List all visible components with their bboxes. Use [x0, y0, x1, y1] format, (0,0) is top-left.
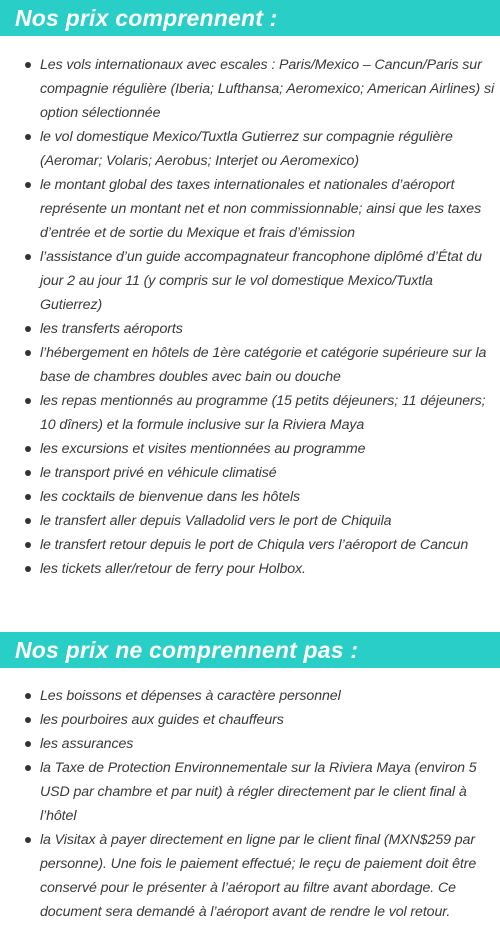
list-item: la Visitax à payer directement en ligne par le client final (MXN$259 par personne). Une fois le paiement effectué; le reçu de paiement doit être conservé pour le présenter à l’aéroport au filtre avant abordage. Ce document sera demandé à l’aéroport avant de rendre le vol retour. — [0, 828, 500, 924]
included-list — [0, 53, 500, 581]
list-item: les cocktails de bienvenue dans les hôtels — [0, 485, 500, 509]
list-item: les tickets aller/retour de ferry pour Holbox. — [0, 557, 500, 581]
list-item: les pourboires aux guides et chauffeurs — [0, 708, 500, 732]
list-item: la Taxe de Protection Environnementale sur la Riviera Maya (environ 5 USD par chambre et par nuit) à régler directement par le client final à l’hôtel — [0, 756, 500, 828]
list-item: le transport privé en véhicule climatisé — [0, 461, 500, 485]
included-section-title: Nos prix comprennent : — [0, 0, 500, 36]
excluded-list — [0, 684, 500, 924]
list-item: les transferts aéroports — [0, 317, 500, 341]
list-item: les assurances — [0, 732, 500, 756]
list-item: le transfert aller depuis Valladolid vers le port de Chiquila — [0, 509, 500, 533]
list-item: l’assistance d’un guide accompagnateur francophone diplômé d’État du jour 2 au jour 11 (y compris sur le vol domestique Mexico/Tuxtla Gutierrez) — [0, 245, 500, 317]
list-item: le transfert retour depuis le port de Chiqula vers l’aéroport de Cancun — [0, 533, 500, 557]
list-item: le montant global des taxes internationales et nationales d’aéroport représente un montant net et non commissionnable; ainsi que les taxes d’entrée et de sortie du Mexique et frais d’émission — [0, 173, 500, 245]
list-item: le vol domestique Mexico/Tuxtla Gutierrez sur compagnie régulière (Aeromar; Volaris; Aerobus; Interjet ou Aeromexico) — [0, 125, 500, 173]
list-item: Les boissons et dépenses à caractère personnel — [0, 684, 500, 708]
list-item: les excursions et visites mentionnées au programme — [0, 437, 500, 461]
list-item: l’hébergement en hôtels de 1ère catégorie et catégorie supérieure sur la base de chambres doubles avec bain ou douche — [0, 341, 500, 389]
excluded-section-title: Nos prix ne comprennent pas : — [0, 632, 500, 668]
list-item: les repas mentionnés au programme (15 petits déjeuners; 11 déjeuners; 10 dîners) et la formule inclusive sur la Riviera Maya — [0, 389, 500, 437]
list-item: Les vols internationaux avec escales : Paris/Mexico – Cancun/Paris sur compagnie régulière (Iberia; Lufthansa; Aeromexico; American Airlines) si option sélectionnée — [0, 53, 500, 125]
